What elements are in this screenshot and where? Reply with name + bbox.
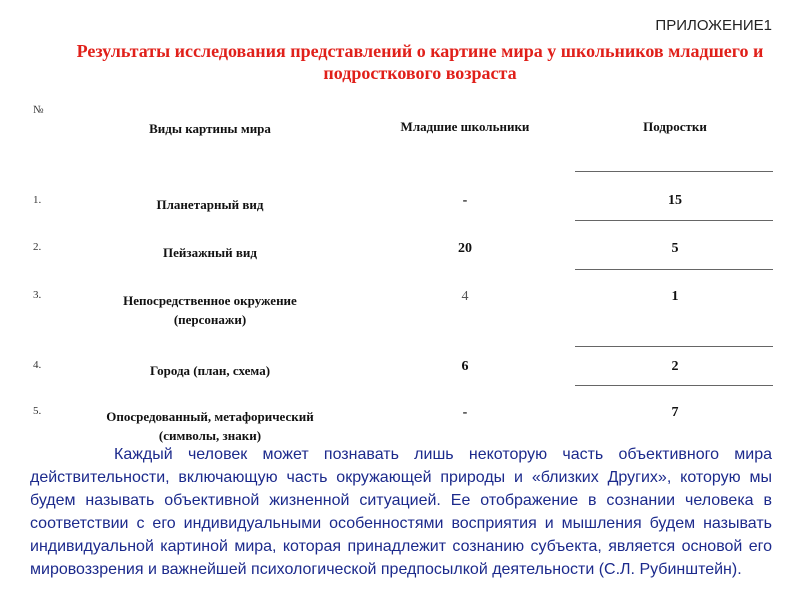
row-type: Пейзажный вид [163, 245, 257, 260]
header-teens: Подростки [643, 119, 707, 134]
row-type: Непосредственное окружение (персонажи) [123, 293, 297, 327]
row-junior: 6 [461, 359, 469, 374]
row-num: 3. [33, 289, 42, 301]
row-divider [575, 346, 773, 347]
row-junior: 20 [458, 241, 472, 256]
row-junior: 4 [461, 289, 469, 304]
row-num: 2. [33, 241, 42, 253]
header-junior: Младшие школьники [400, 119, 530, 134]
row-teens: 2 [671, 359, 679, 374]
row-divider [575, 269, 773, 270]
row-teens: 7 [671, 405, 679, 420]
row-junior: - [462, 193, 468, 208]
row-divider [575, 220, 773, 221]
row-num: 1. [33, 194, 42, 206]
body-paragraph: Каждый человек может познавать лишь некоторую часть объективного мира действительности, включающую часть окружающей природы и «близких Других», которую мы будем называть объективной жизненной ситуацией. Ее отображение в сознании человека в соответствии с его индивидуальными особенностями восприятия и мышления будем называть индивидуальной картиной мира, которая принадлежит сознанию субъекта, является основой его мировоззрения и важнейшей психологической предпосылкой деятельности (С.Л. Рубинштейн). [30, 446, 772, 578]
row-teens: 1 [671, 289, 679, 304]
row-teens: 5 [671, 241, 679, 256]
row-divider [575, 171, 773, 172]
row-teens: 15 [668, 193, 682, 208]
row-divider [575, 385, 773, 386]
header-num: № [33, 104, 44, 116]
page-title: Результаты исследования представлений о картине мира у школьников младшего и подросткового возраста [76, 41, 764, 83]
row-num: 4. [33, 359, 42, 371]
row-num: 5. [33, 405, 42, 417]
appendix-label: ПРИЛОЖЕНИЕ1 [655, 17, 772, 34]
row-type: Опосредованный, метафорический (символы, знаки) [106, 409, 314, 443]
header-type: Виды картины мира [149, 121, 271, 136]
row-type: Города (план, схема) [149, 363, 271, 378]
row-type: Планетарный вид [156, 197, 264, 212]
row-junior: - [462, 405, 468, 420]
